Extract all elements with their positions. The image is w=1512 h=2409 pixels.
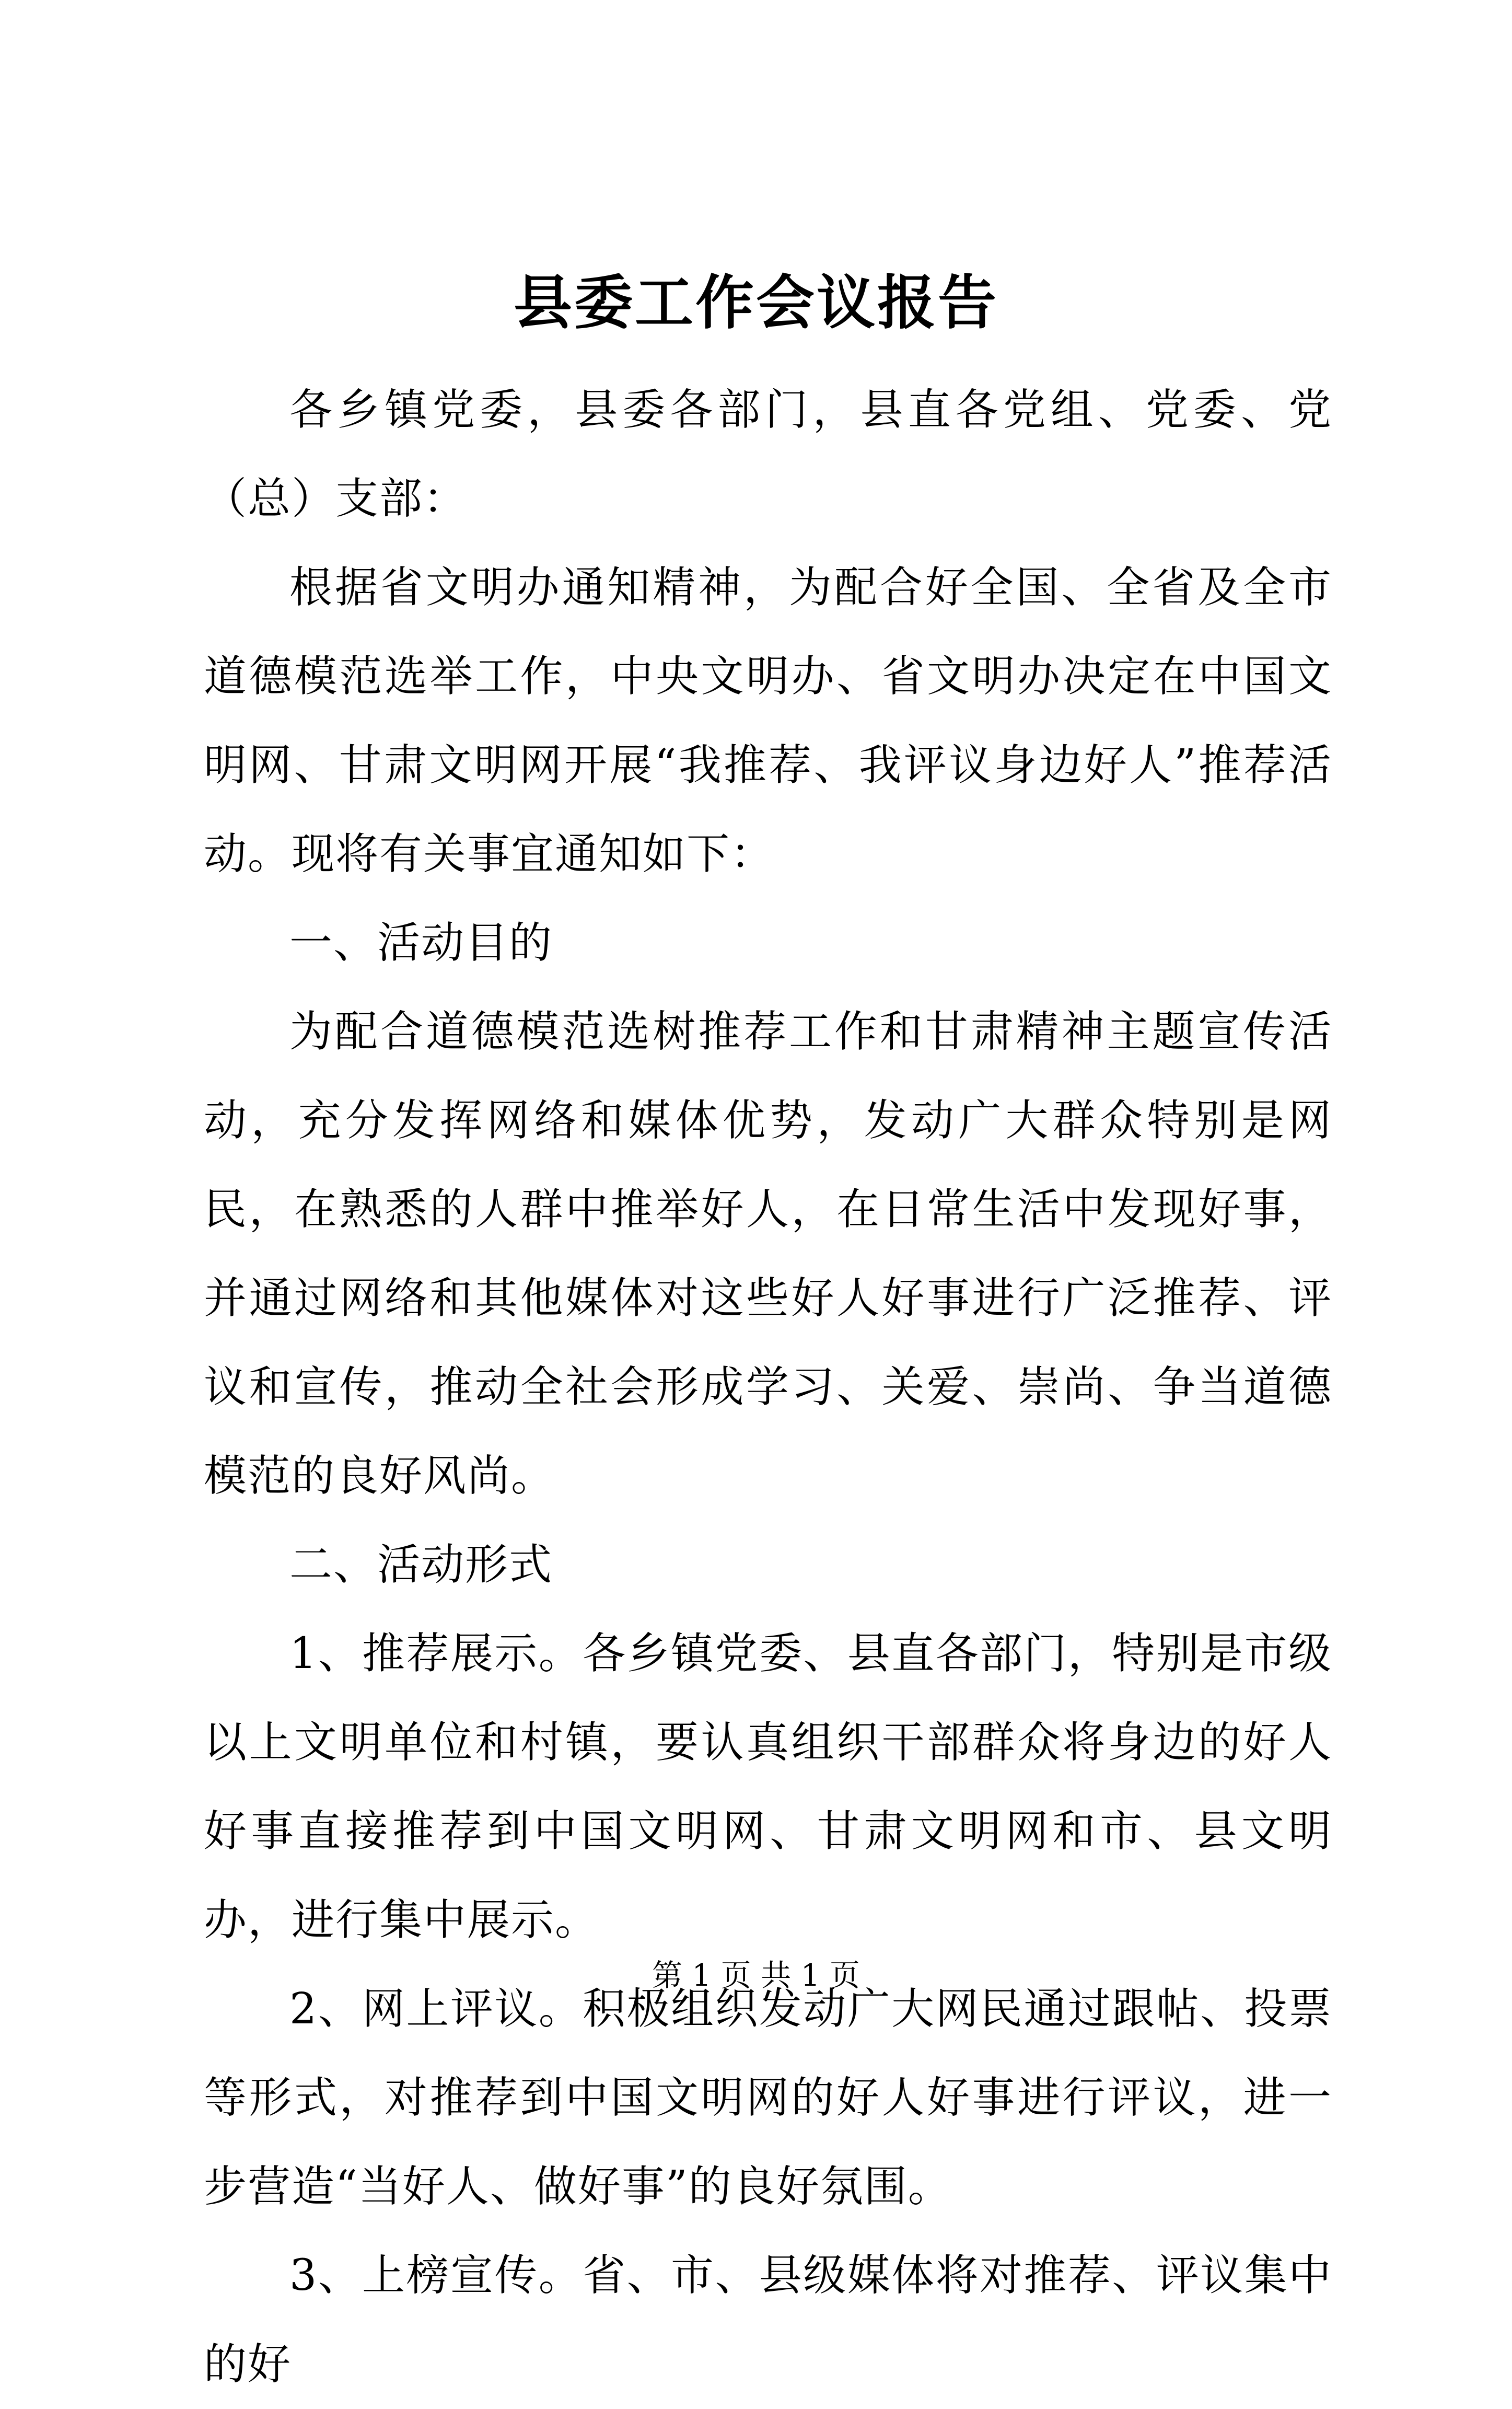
form-item-3-paragraph: 3、上榜宣传。省、市、县级媒体将对推荐、评议集中的好	[204, 2251, 1332, 2389]
purpose-paragraph: 为配合道德模范选树推荐工作和甘肃精神主题宣传活动，充分发挥网络和媒体优势，发动广大群众特别是网民，在熟悉的人群中推举好人，在日常生活中发现好事，并通过网络和其他媒体对这些好人好事进行广泛推荐、评议和宣传，推动全社会形成学习、关爱、崇尚、争当道德模范的良好风尚。	[204, 1007, 1332, 1501]
salutation-paragraph: 各乡镇党委，县委各部门，县直各党组、党委、党（总）支部：	[204, 385, 1332, 524]
form-item-1-paragraph: 1、推荐展示。各乡镇党委、县直各部门，特别是市级以上文明单位和村镇，要认真组织干部群众将身边的好人好事直接推荐到中国文明网、甘肃文明网和市、县文明办，进行集中展示。	[204, 1629, 1332, 1945]
page-footer: 第 1 页 共 1 页	[652, 1958, 860, 1993]
form-item-2-paragraph: 2、网上评议。积极组织发动广大网民通过跟帖、投票等形式，对推荐到中国文明网的好人好事进行评议，进一步营造“当好人、做好事”的良好氛围。	[204, 1984, 1332, 2211]
section-heading-form: 二、活动形式	[289, 1540, 553, 1590]
intro-paragraph: 根据省文明办通知精神，为配合好全国、全省及全市道德模范选举工作，中央文明办、省文明办决定在中国文明网、甘肃文明网开展“我推荐、我评议身边好人”推荐活动。现将有关事宜通知如下：	[204, 563, 1332, 879]
document-title: 县委工作会议报告	[514, 269, 998, 337]
document-body	[204, 366, 1332, 2409]
section-heading-purpose: 一、活动目的	[289, 918, 553, 968]
